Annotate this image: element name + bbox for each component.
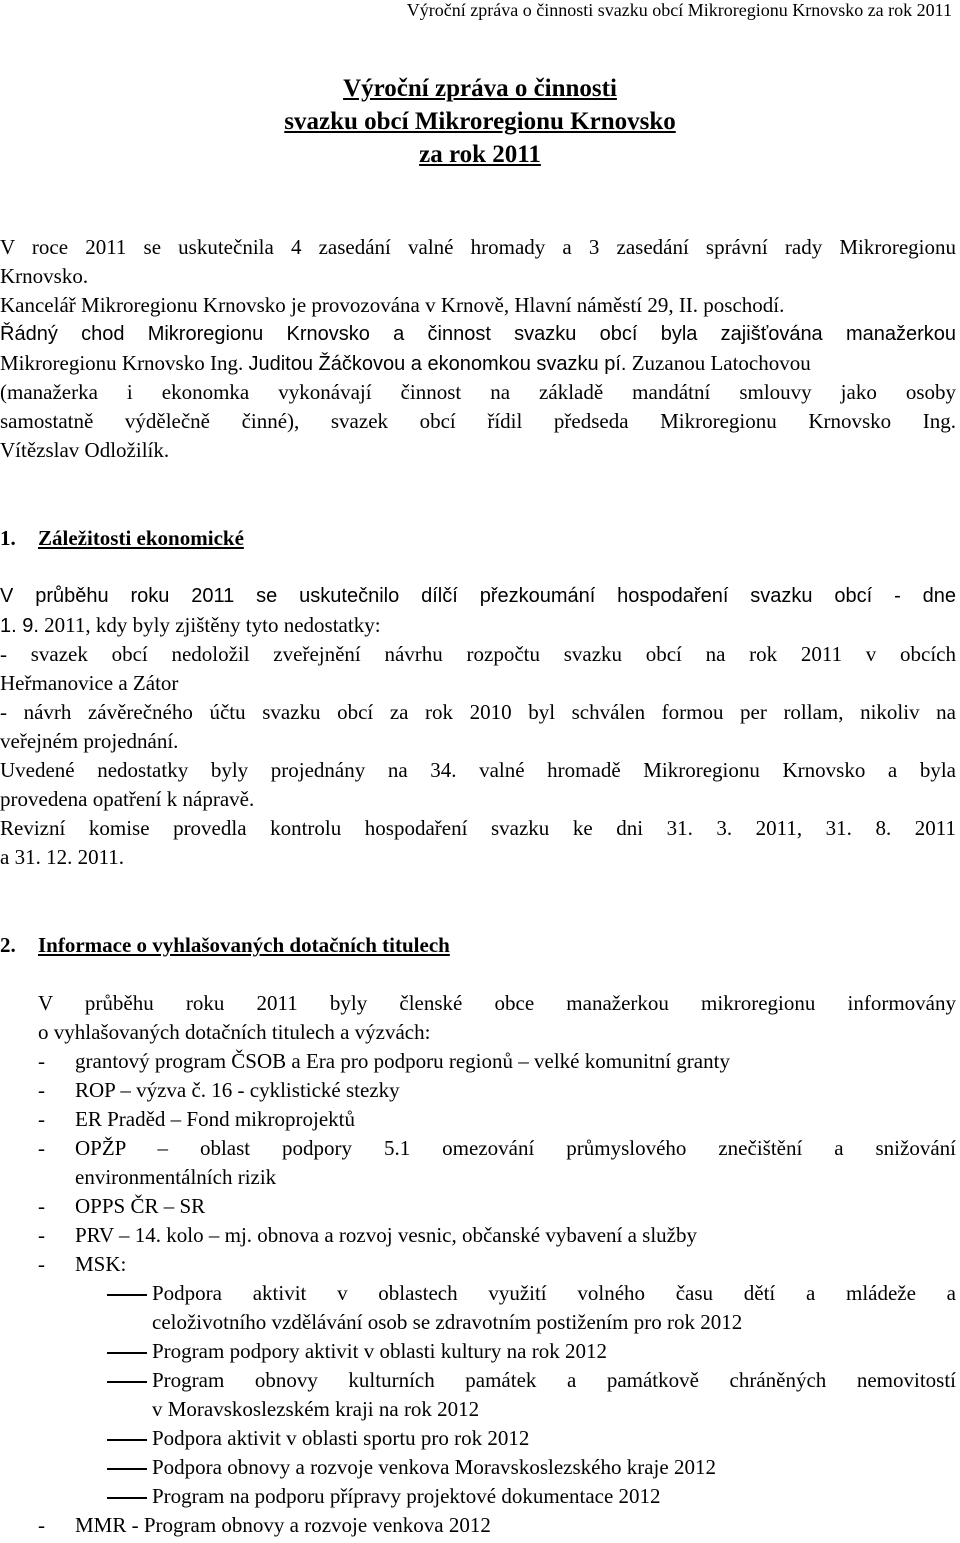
title-line-1: Výroční zpráva o činnosti (343, 75, 617, 102)
section1-line: a 31. 12. 2011. (0, 845, 125, 869)
list-dash: - (38, 1078, 45, 1102)
intro-line: samostatně výdělečně činné), svazek obcí řídil předseda Mikroregionu Krnovsko Ing. (0, 409, 956, 433)
section-title: Záležitosti ekonomické (38, 526, 244, 550)
sublist-item: Podpora aktivit v oblastech využití volného času dětí a mládeže a (152, 1281, 956, 1305)
section-heading (0, 524, 244, 553)
sublist-item: Podpora obnovy a rozvoje venkova Moravskoslezského kraje 2012 (152, 1455, 716, 1479)
section-heading (0, 931, 450, 960)
intro-line: (manažerka i ekonomka vykonávají činnost na základě mandátní smlouvy jako osoby (0, 380, 956, 404)
sublist-item: Podpora aktivit v oblasti sportu pro rok 2012 (152, 1426, 530, 1450)
sublist-dash (107, 1352, 147, 1354)
section1-line: - návrh závěrečného účtu svazku obcí za rok 2010 byl schválen formou per rollam, nikoliv na (0, 700, 956, 724)
intro-line: Řádný chod Mikroregionu Krnovsko a činnost svazku obcí byla zajišťována manažerkou (0, 323, 956, 345)
list-dash: - (38, 1194, 45, 1218)
section-number: 1. (0, 526, 16, 550)
section1-line: Heřmanovice a Zátor (0, 671, 179, 695)
section1-line: V průběhu roku 2011 se uskutečnilo dílčí přezkoumání hospodaření svazku obcí - dne (0, 585, 956, 607)
list-item: ER Praděd – Fond mikroprojektů (75, 1107, 355, 1131)
section2-line: o vyhlašovaných dotačních titulech a výzvách: (38, 1020, 431, 1044)
intro-segment: Juditou Žáčkovou a ekonomkou svazku pí. (248, 353, 627, 375)
intro-line (0, 349, 811, 379)
section-title: Informace o vyhlašovaných dotačních titulech (38, 933, 450, 957)
section1-line: veřejném projednání. (0, 729, 179, 753)
section2-line: V průběhu roku 2011 byly členské obce manažerkou mikroregionu informovány (38, 991, 956, 1015)
intro-line: Kancelář Mikroregionu Krnovsko je provozována v Krnově, Hlavní náměstí 29, II. poschodí. (0, 293, 785, 317)
sublist-dash (107, 1294, 147, 1296)
intro-line: Vítězslav Odložilík. (0, 438, 170, 462)
title-line-3: za rok 2011 (419, 141, 541, 168)
running-header: Výroční zpráva o činnosti svazku obcí Mikroregionu Krnovsko za rok 2011 (406, 0, 952, 20)
list-item: MMR - Program obnovy a rozvoje venkova 2012 (75, 1513, 491, 1537)
list-item: grantový program ČSOB a Era pro podporu regionů – velké komunitní granty (75, 1049, 730, 1073)
section1-line: provedena opatření k nápravě. (0, 787, 255, 811)
intro-segment: Mikroregionu Krnovsko Ing. (0, 351, 244, 375)
list-item-continuation: environmentálních rizik (75, 1165, 277, 1189)
list-dash: - (38, 1252, 45, 1276)
list-item: OPPS ČR – SR (75, 1194, 206, 1218)
sublist-dash (107, 1439, 147, 1441)
sublist-dash (107, 1497, 147, 1499)
sublist-item: Program obnovy kulturních památek a památkově chráněných nemovitostí (152, 1368, 956, 1392)
list-dash: - (38, 1049, 45, 1073)
sublist-item-continuation: v Moravskoslezském kraji na rok 2012 (152, 1397, 480, 1421)
document-title (0, 72, 960, 171)
section-number: 2. (0, 933, 16, 957)
intro-line: V roce 2011 se uskutečnila 4 zasedání valné hromady a 3 zasedání správní rady Mikroregionu (0, 235, 956, 259)
title-line-2: svazku obcí Mikroregionu Krnovsko (284, 108, 676, 135)
list-dash: - (38, 1513, 45, 1537)
list-dash: - (38, 1223, 45, 1247)
intro-line: Krnovsko. (0, 264, 89, 288)
section1-line: - svazek obcí nedoložil zveřejnění návrhu rozpočtu svazku obcí na rok 2011 v obcích (0, 642, 956, 666)
list-dash: - (38, 1107, 45, 1131)
section1-line: Revizní komise provedla kontrolu hospodaření svazku ke dni 31. 3. 2011, 31. 8. 2011 (0, 816, 956, 840)
sublist-item: Program na podporu přípravy projektové dokumentace 2012 (152, 1484, 661, 1508)
section1-line (0, 611, 381, 641)
intro-segment: Zuzanou Latochovou (631, 351, 811, 375)
sublist-item-continuation: celoživotního vzdělávání osob se zdravotním postižením pro rok 2012 (152, 1310, 743, 1334)
list-dash: - (38, 1136, 45, 1160)
list-item: OPŽP – oblast podpory 5.1 omezování průmyslového znečištění a snižování (75, 1136, 956, 1160)
list-item: MSK: (75, 1252, 127, 1276)
list-item: PRV – 14. kolo – mj. obnova a rozvoj vesnic, občanské vybavení a služby (75, 1223, 697, 1247)
list-item: ROP – výzva č. 16 - cyklistické stezky (75, 1078, 400, 1102)
sublist-dash (107, 1468, 147, 1470)
section1-segment: 2011, kdy byly zjištěny tyto nedostatky: (44, 613, 381, 637)
sublist-dash (107, 1381, 147, 1383)
section1-line: Uvedené nedostatky byly projednány na 34. valné hromadě Mikroregionu Krnovsko a byla (0, 758, 956, 782)
section1-segment: 1. 9. (0, 615, 39, 637)
sublist-item: Program podpory aktivit v oblasti kultury na rok 2012 (152, 1339, 607, 1363)
